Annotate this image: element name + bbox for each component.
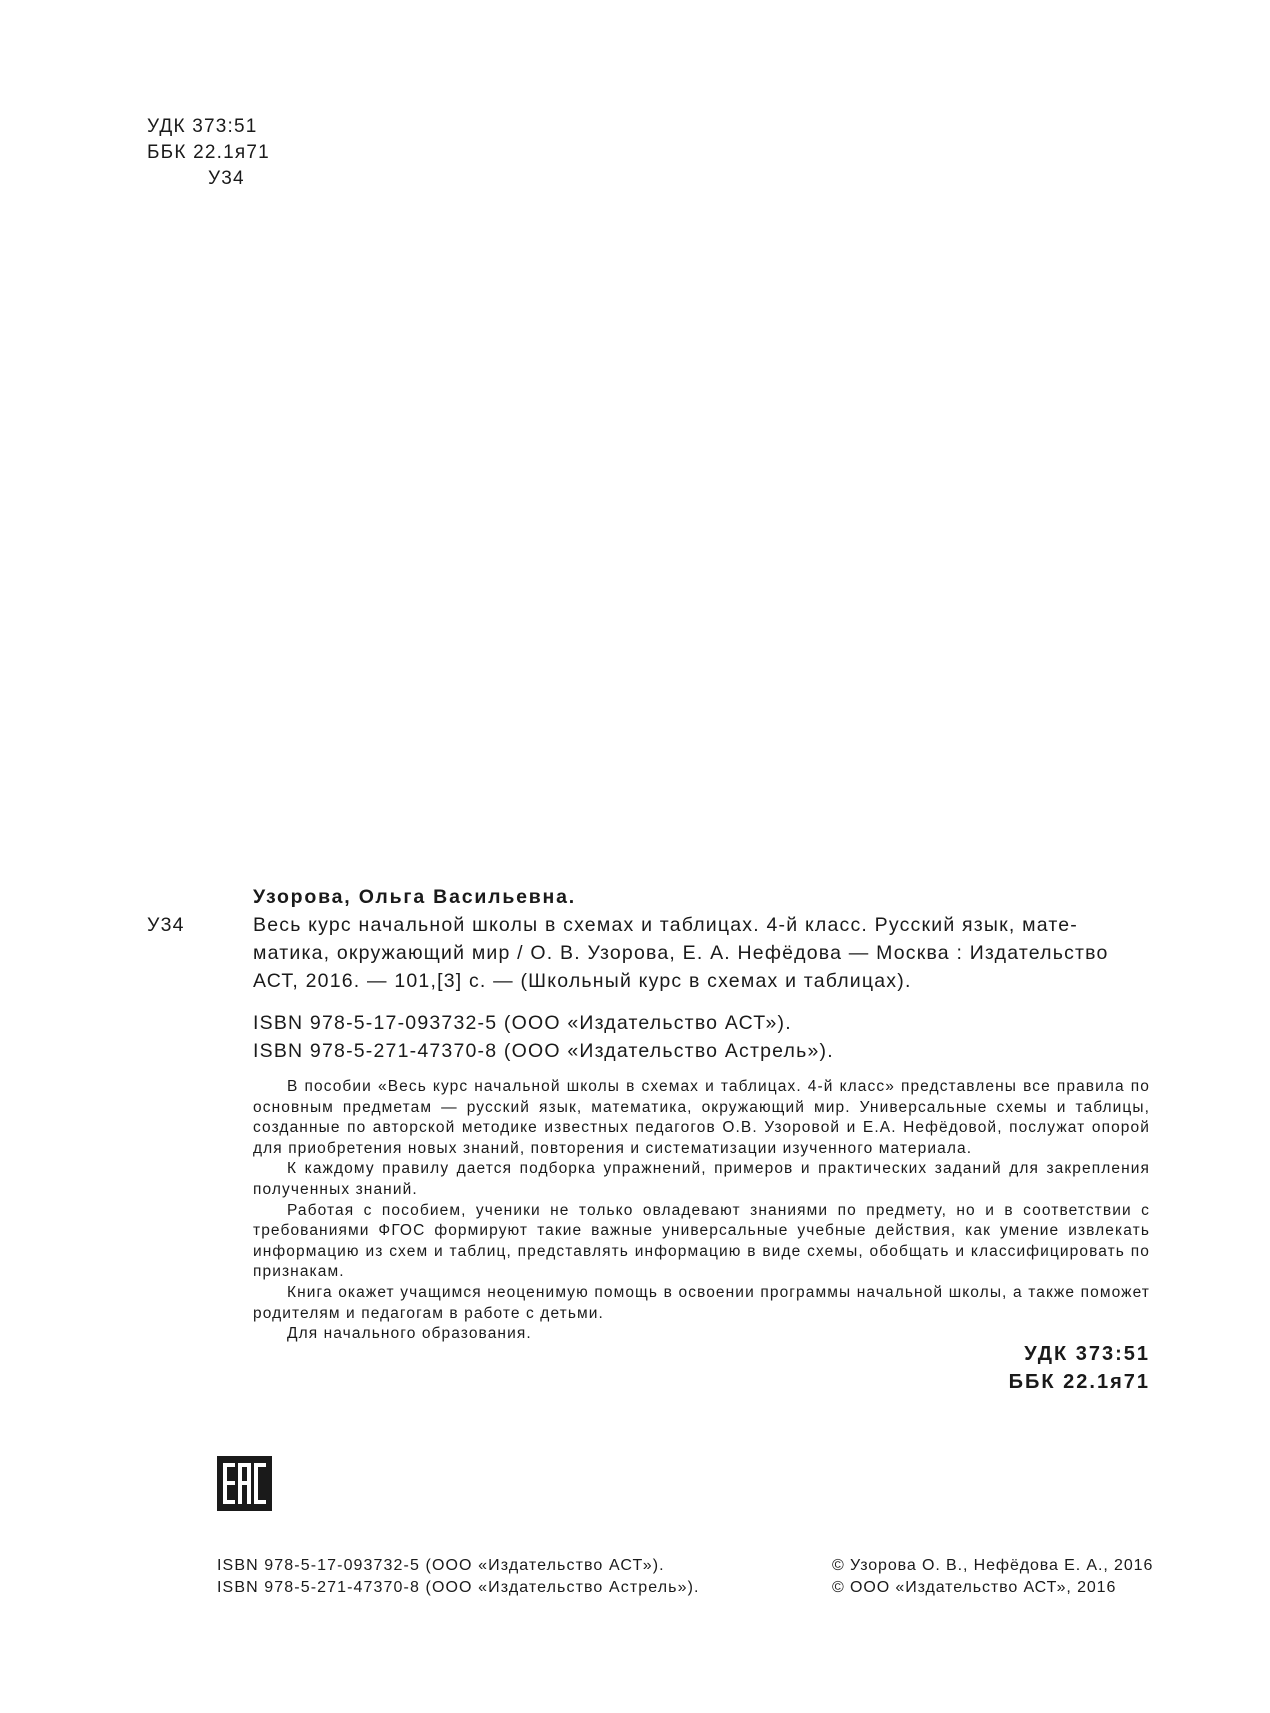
author-heading: Узорова, Ольга Васильевна.	[253, 886, 576, 908]
annotation-paragraph: Книга окажет учащимся неоценимую помощь в освоении программы начальной школы, а также поможет родителям и педагогам в работе с детьми.	[253, 1283, 1150, 1322]
isbn-line: ISBN 978-5-271-47370-8 (ООО «Издательство Астрель»).	[217, 1579, 700, 1596]
eac-conformity-mark-icon	[217, 1456, 272, 1511]
card-author-sign: У34	[147, 914, 185, 936]
description-line: Весь курс начальной школы в схемах и таблицах. 4-й класс. Русский язык, мате-	[253, 914, 1078, 936]
annotation-paragraph: Для начального образования.	[287, 1325, 532, 1343]
card-description-row	[147, 911, 1150, 995]
bibliographic-description	[253, 911, 1150, 995]
copyright-line: © ООО «Издательство АСТ», 2016	[832, 1579, 1117, 1596]
bbk-code-bold: ББК 22.1я71	[1008, 1371, 1150, 1393]
isbn-line: ISBN 978-5-271-47370-8 (ООО «Издательство Астрель»).	[253, 1040, 834, 1062]
copyright-line: © Узорова О. В., Нефёдова Е. А., 2016	[832, 1557, 1154, 1574]
udk-code-bold: УДК 373:51	[1024, 1343, 1150, 1365]
bottom-isbn-block	[217, 1555, 700, 1599]
udk-code: УДК 373:51	[147, 116, 258, 137]
right-classification-block	[1009, 1340, 1150, 1396]
description-line: АСТ, 2016. — 101,[3] с. — (Школьный курс в схемах и таблицах).	[253, 970, 912, 992]
annotation-paragraph: Работая с пособием, ученики не только овладевают знаниями по предмету, но и в соответствии с требованиями ФГОС формируют такие важные универсальные учебные действия, как умение извлекать информацию из схем и таблиц, представлять информацию в виде схемы, обобщать и классифицировать по признакам.	[253, 1201, 1150, 1281]
author-sign: У34	[208, 168, 245, 189]
isbn-line: ISBN 978-5-17-093732-5 (ООО «Издательство АСТ»).	[253, 1012, 792, 1034]
top-classification-block	[147, 114, 270, 192]
card-isbn-block	[253, 1009, 1150, 1065]
catalog-card	[147, 883, 1150, 1345]
copyright-block	[832, 1555, 1153, 1599]
annotation	[253, 1077, 1150, 1345]
isbn-line: ISBN 978-5-17-093732-5 (ООО «Издательство АСТ»).	[217, 1557, 665, 1574]
annotation-paragraph: К каждому правилу дается подборка упражнений, примеров и практических заданий для закрепления полученных знаний.	[253, 1160, 1150, 1198]
annotation-paragraph: В пособии «Весь курс начальной школы в схемах и таблицах. 4-й класс» представлены все правила по основным предметам — русский язык, математика, окружающий мир. Универсальные схемы и таблицы, созданные по авторской методике известных педагогов О.В. Узоровой и Е.А. Нефёдовой, послужат опорой для приобретения новых знаний, повторения и систематизации изученного материала.	[253, 1078, 1150, 1157]
bbk-code: ББК 22.1я71	[147, 142, 270, 163]
description-line: матика, окружающий мир / О. В. Узорова, Е. А. Нефёдова — Москва : Издательство	[253, 942, 1109, 964]
